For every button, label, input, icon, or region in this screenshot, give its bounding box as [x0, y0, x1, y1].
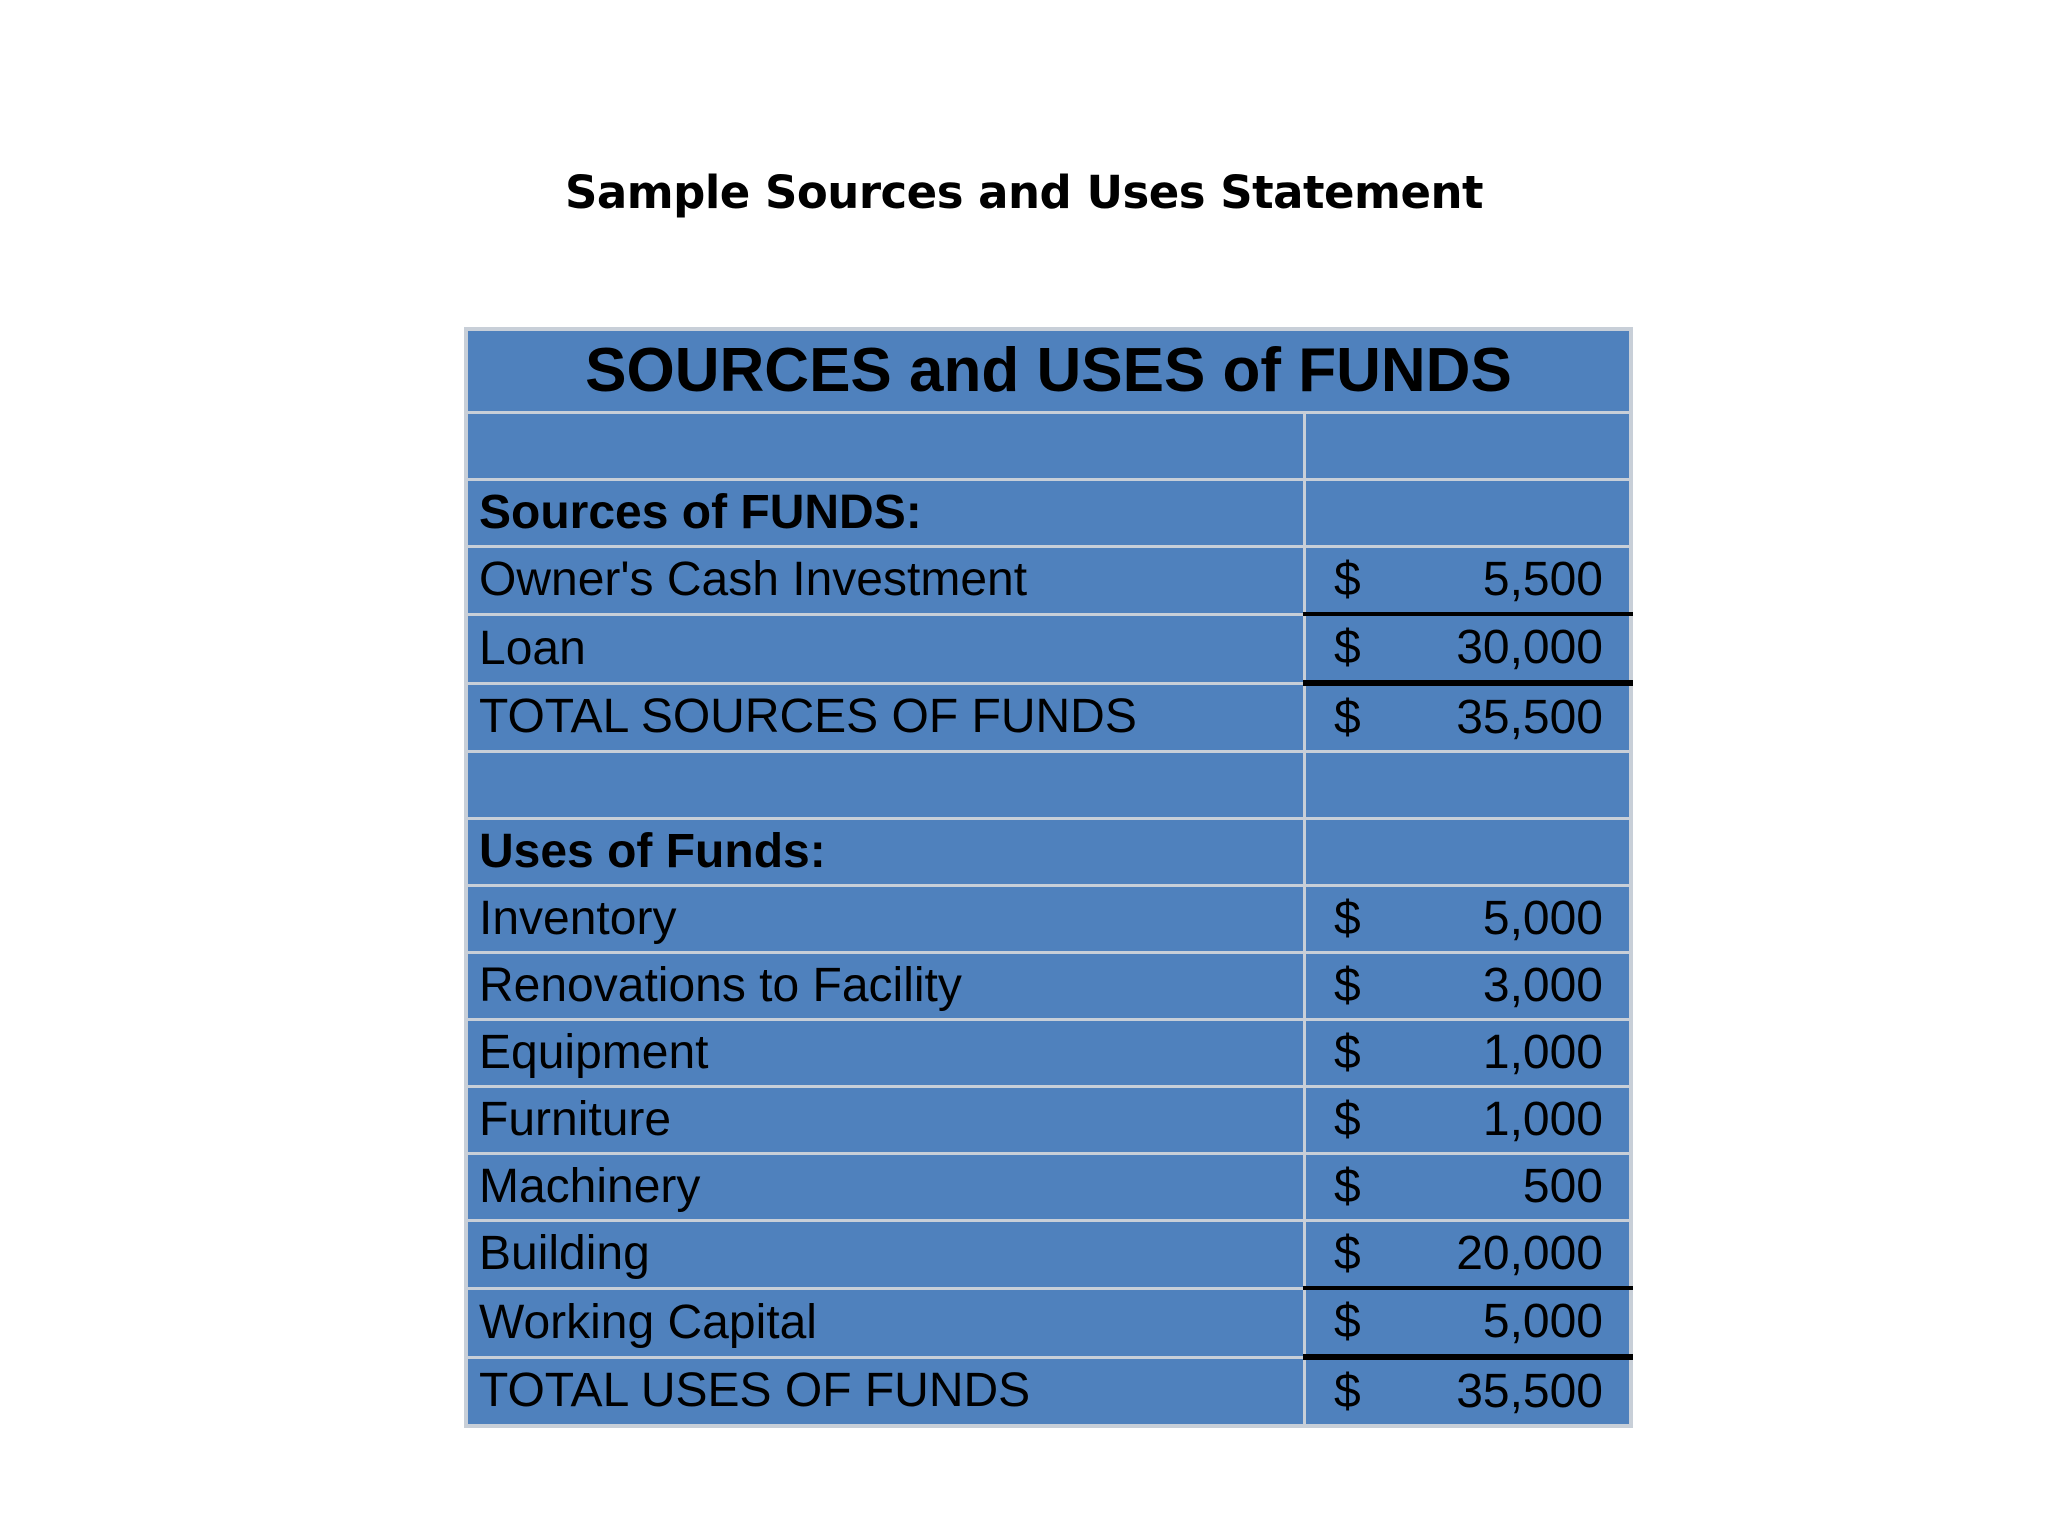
row-label: Renovations to Facility — [466, 953, 1304, 1020]
row-label: Working Capital — [466, 1288, 1304, 1357]
currency-symbol: $ — [1333, 892, 1361, 945]
table-row — [466, 1288, 1631, 1357]
amount-cell — [1304, 1087, 1631, 1154]
amount-value: 500 — [1522, 1160, 1603, 1213]
blank-row — [466, 413, 1631, 480]
sources-total-row — [466, 683, 1631, 752]
amount-value: 30,000 — [1456, 621, 1603, 674]
amount-value: 35,500 — [1456, 1365, 1603, 1418]
currency-symbol: $ — [1333, 621, 1361, 674]
amount-cell — [1304, 1221, 1631, 1289]
blank-cell — [466, 752, 1304, 819]
amount-value: 35,500 — [1456, 691, 1603, 744]
currency-symbol: $ — [1333, 1227, 1361, 1280]
sources-heading: Sources of FUNDS: — [466, 480, 1304, 547]
page-title: Sample Sources and Uses Statement — [564, 166, 1484, 219]
currency-symbol: $ — [1333, 1093, 1361, 1146]
amount-cell — [1304, 1357, 1631, 1426]
table-row — [466, 1020, 1631, 1087]
currency-symbol: $ — [1333, 959, 1361, 1012]
row-label: Building — [466, 1221, 1304, 1289]
currency-symbol: $ — [1333, 1365, 1361, 1418]
currency-symbol: $ — [1333, 1160, 1361, 1213]
blank-row — [466, 752, 1631, 819]
currency-symbol: $ — [1333, 553, 1361, 606]
table-row — [466, 614, 1631, 683]
amount-value: 3,000 — [1482, 959, 1603, 1012]
amount-value: 5,000 — [1482, 892, 1603, 945]
amount-cell — [1304, 1020, 1631, 1087]
uses-heading: Uses of Funds: — [466, 819, 1304, 886]
row-label: Loan — [466, 614, 1304, 683]
table-header-row — [466, 329, 1631, 413]
sources-heading-row — [466, 480, 1631, 547]
row-label: Owner's Cash Investment — [466, 547, 1304, 615]
blank-cell — [1304, 752, 1631, 819]
sources-uses-table — [464, 327, 1633, 1428]
amount-cell — [1304, 547, 1631, 615]
table-row — [466, 1087, 1631, 1154]
row-label: TOTAL SOURCES OF FUNDS — [466, 683, 1304, 752]
amount-cell — [1304, 614, 1631, 683]
table-row — [466, 1154, 1631, 1221]
row-label: Equipment — [466, 1020, 1304, 1087]
amount-cell — [1304, 1288, 1631, 1357]
amount-cell — [1304, 953, 1631, 1020]
amount-cell — [1304, 683, 1631, 752]
blank-cell — [1304, 413, 1631, 480]
uses-total-row — [466, 1357, 1631, 1426]
row-label: Furniture — [466, 1087, 1304, 1154]
table-header: SOURCES and USES of FUNDS — [466, 329, 1631, 413]
blank-cell — [466, 413, 1304, 480]
currency-symbol: $ — [1333, 691, 1361, 744]
uses-heading-row — [466, 819, 1631, 886]
amount-value: 20,000 — [1456, 1227, 1603, 1280]
table-row — [466, 547, 1631, 615]
currency-symbol: $ — [1333, 1295, 1361, 1348]
amount-value: 1,000 — [1482, 1026, 1603, 1079]
row-label: TOTAL USES OF FUNDS — [466, 1357, 1304, 1426]
table-row — [466, 886, 1631, 953]
table-row — [466, 1221, 1631, 1289]
amount-cell — [1304, 886, 1631, 953]
currency-symbol: $ — [1333, 1026, 1361, 1079]
amount-value: 5,000 — [1482, 1295, 1603, 1348]
table-row — [466, 953, 1631, 1020]
amount-value: 5,500 — [1482, 553, 1603, 606]
blank-cell — [1304, 480, 1631, 547]
amount-value: 1,000 — [1482, 1093, 1603, 1146]
blank-cell — [1304, 819, 1631, 886]
row-label: Inventory — [466, 886, 1304, 953]
row-label: Machinery — [466, 1154, 1304, 1221]
amount-cell — [1304, 1154, 1631, 1221]
